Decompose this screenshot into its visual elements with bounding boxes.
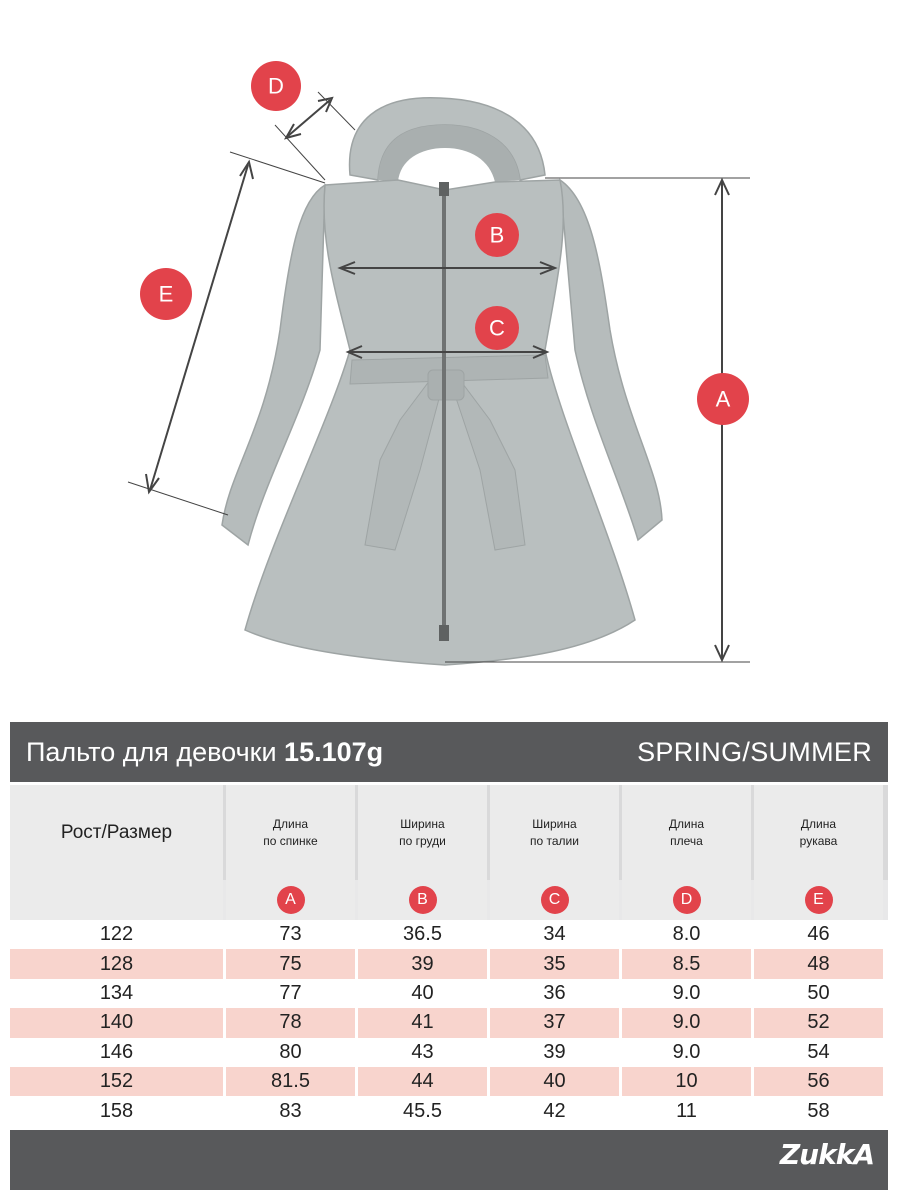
value-cell: 77 [279, 981, 302, 1004]
value-cell: 9.0 [622, 1008, 751, 1037]
marker-d [251, 61, 301, 111]
value-cell: 50 [807, 981, 830, 1004]
table-title-bar [10, 722, 888, 782]
value-cell: 78 [226, 1008, 355, 1037]
value-cell: 46 [807, 923, 830, 946]
size-cell: 158 [99, 1099, 134, 1122]
value-cell: 80 [279, 1040, 302, 1063]
header-line: Ширина [400, 816, 445, 831]
size-cell: 128 [10, 949, 223, 978]
letter-cell-empty [10, 880, 223, 920]
value-cell: 10 [622, 1067, 751, 1096]
value-cell: 45.5 [403, 1099, 442, 1122]
value-cell: 37 [490, 1008, 619, 1037]
svg-text:D: D [268, 73, 284, 99]
value-cell: 34 [543, 923, 566, 946]
product-name: Пальто для девочки [26, 736, 285, 767]
header-line: по спинке [263, 833, 318, 848]
value-cell: 48 [754, 949, 883, 978]
svg-text:E: E [158, 281, 174, 307]
value-cell: 43 [411, 1040, 434, 1063]
letter-row [10, 880, 888, 920]
value-cell: 9.0 [672, 981, 701, 1004]
marker-e [140, 268, 192, 320]
size-table [10, 722, 888, 1126]
value-cell: 36 [543, 981, 566, 1004]
svg-text:C: C [489, 315, 505, 341]
value-cell: 39 [543, 1040, 566, 1063]
size-header: Рост/Размер [10, 785, 223, 880]
letter-badge-c: C [541, 886, 569, 914]
letter-cell [226, 880, 355, 920]
value-cell: 58 [807, 1099, 830, 1122]
column-header-shoulder-length [622, 785, 751, 880]
zukka-logo: ZukkA [779, 1138, 874, 1171]
value-cell: 40 [490, 1067, 619, 1096]
product-title [26, 737, 383, 768]
letter-badge-d: D [673, 886, 701, 914]
header-line: плеча [670, 833, 703, 848]
value-cell: 39 [358, 949, 487, 978]
value-cell: 42 [543, 1099, 566, 1122]
value-cell: 8.0 [672, 923, 701, 946]
value-cell: 56 [754, 1067, 883, 1096]
column-header-chest-width [358, 785, 487, 880]
letter-cell [358, 880, 487, 920]
size-cell: 140 [10, 1008, 223, 1037]
size-cell: 122 [99, 923, 134, 946]
header-line: Ширина [532, 816, 577, 831]
value-cell: 52 [754, 1008, 883, 1037]
value-cell: 40 [411, 981, 434, 1004]
letter-cell [622, 880, 751, 920]
value-cell: 75 [226, 949, 355, 978]
header-row [10, 785, 888, 880]
value-cell: 11 [676, 1099, 697, 1122]
letter-cell [490, 880, 619, 920]
value-cell: 54 [807, 1040, 830, 1063]
header-line: Длина [800, 816, 837, 831]
header-line: по талии [530, 833, 579, 848]
value-cell: 35 [490, 949, 619, 978]
size-cell: 152 [10, 1067, 223, 1096]
header-line: по груди [399, 833, 446, 848]
table-row [10, 1096, 888, 1125]
letter-badge-a: A [277, 886, 305, 914]
table-row [10, 1038, 888, 1067]
season-label: SPRING/SUMMER [637, 736, 872, 767]
table-row [10, 1067, 888, 1096]
size-cell: 134 [99, 981, 134, 1004]
column-header-sleeve-length [754, 785, 883, 880]
letter-badge-e: E [805, 886, 833, 914]
value-cell: 44 [358, 1067, 487, 1096]
table-row [10, 949, 888, 978]
table-body [10, 920, 888, 1126]
size-cell: 146 [99, 1040, 134, 1063]
value-cell: 36.5 [403, 923, 442, 946]
header-line: Длина [668, 816, 705, 831]
value-cell: 81.5 [226, 1067, 355, 1096]
marker-a [697, 373, 749, 425]
header-line: Длина [272, 816, 309, 831]
coat-illustration [222, 98, 662, 665]
table-row [10, 920, 888, 949]
value-cell: 73 [279, 923, 302, 946]
marker-c [475, 306, 519, 350]
value-cell: 8.5 [622, 949, 751, 978]
svg-text:A: A [715, 386, 731, 412]
column-header-waist-width [490, 785, 619, 880]
header-line: рукава [799, 833, 838, 848]
footer-bar [10, 1130, 888, 1190]
svg-text:B: B [489, 222, 505, 248]
value-cell: 83 [279, 1099, 302, 1122]
table-row [10, 979, 888, 1008]
product-code: 15.107g [284, 736, 384, 767]
column-header-length-back [226, 785, 355, 880]
value-cell: 41 [358, 1008, 487, 1037]
letter-badge-b: B [409, 886, 437, 914]
letter-cell [754, 880, 883, 920]
table-row [10, 1008, 888, 1037]
marker-b [475, 213, 519, 257]
value-cell: 9.0 [672, 1040, 701, 1063]
